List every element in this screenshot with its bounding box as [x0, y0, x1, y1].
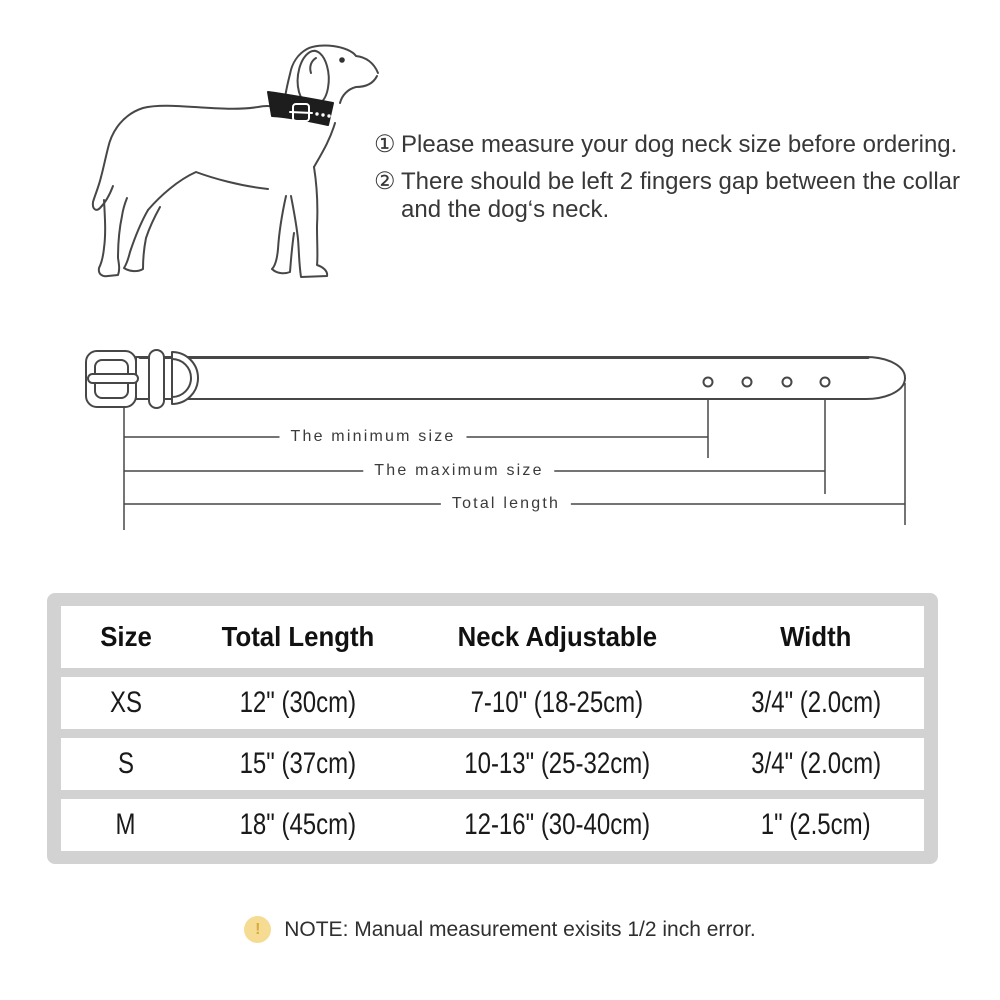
- maximum-size-label: The maximum size: [363, 462, 554, 480]
- dog-collar-buckle-prong: [290, 112, 312, 113]
- cell-size: XS: [109, 686, 142, 719]
- header-size: Size: [99, 621, 152, 652]
- measurement-note: [0, 916, 1000, 943]
- collar-hole: [783, 378, 792, 387]
- dog-near-front-leg: [291, 167, 327, 277]
- cell-width: 1" (2.5cm): [761, 808, 872, 841]
- instruction-item: [374, 131, 974, 159]
- circled-number-2: ②: [374, 168, 396, 195]
- instruction-text: There should be left 2 fingers gap between the collar and the dog‘s neck.: [401, 168, 961, 223]
- collar-hole: [704, 378, 713, 387]
- dog-far-front-leg: [272, 196, 294, 273]
- cell-width: 3/4" (2.0cm): [751, 686, 882, 719]
- size-chart-header-row: [61, 606, 924, 668]
- dog-chest-line: [314, 123, 335, 167]
- header-total-length: Total Length: [221, 621, 375, 652]
- cell-total-length: 15" (37cm): [240, 747, 357, 780]
- note-text: NOTE: Manual measurement exisits 1/2 inch error.: [284, 917, 756, 941]
- collar-hole: [821, 378, 830, 387]
- total-length-label: Total length: [441, 495, 571, 513]
- dog-illustration: [93, 45, 378, 277]
- cell-size: S: [117, 747, 134, 780]
- table-row-m: [61, 799, 924, 851]
- dog-near-hind-leg: [124, 207, 160, 271]
- cell-total-length: 12" (30cm): [240, 686, 357, 719]
- circled-number-1: ①: [374, 131, 396, 158]
- ordering-instructions: [374, 131, 974, 233]
- dog-far-hind-leg: [99, 198, 127, 276]
- size-chart-table: [47, 593, 938, 864]
- header-neck-adjustable: Neck Adjustable: [457, 621, 657, 652]
- cell-neck-adjustable: 7-10" (18-25cm): [470, 686, 644, 719]
- table-row-xs: [61, 677, 924, 729]
- dog-jaw-outline: [340, 76, 377, 103]
- instruction-item: [374, 168, 974, 224]
- collar-buckle-prong: [88, 374, 138, 383]
- dog-belly-line: [148, 172, 268, 210]
- cell-total-length: 18" (45cm): [240, 808, 357, 841]
- minimum-size-label: The minimum size: [279, 428, 466, 446]
- collar-diagram: [86, 350, 905, 408]
- header-width: Width: [780, 621, 852, 652]
- cell-size: M: [115, 808, 136, 841]
- cell-neck-adjustable: 10-13" (25-32cm): [464, 747, 651, 780]
- collar-hole: [743, 378, 752, 387]
- warning-icon: !: [244, 916, 271, 943]
- dog-collar-hole-dot: [327, 114, 330, 117]
- dog-tail: [93, 177, 113, 210]
- dog-topline-outline: [101, 106, 284, 177]
- instruction-text: Please measure your dog neck size before ordering.: [401, 131, 958, 158]
- dog-eye: [339, 57, 345, 63]
- table-row-s: [61, 738, 924, 790]
- cell-neck-adjustable: 12-16" (30-40cm): [464, 808, 651, 841]
- dog-collar-hole-dot: [315, 112, 318, 115]
- collar-keeper-loop: [149, 350, 164, 408]
- cell-width: 3/4" (2.0cm): [751, 747, 882, 780]
- dog-collar-hole-dot: [321, 113, 324, 116]
